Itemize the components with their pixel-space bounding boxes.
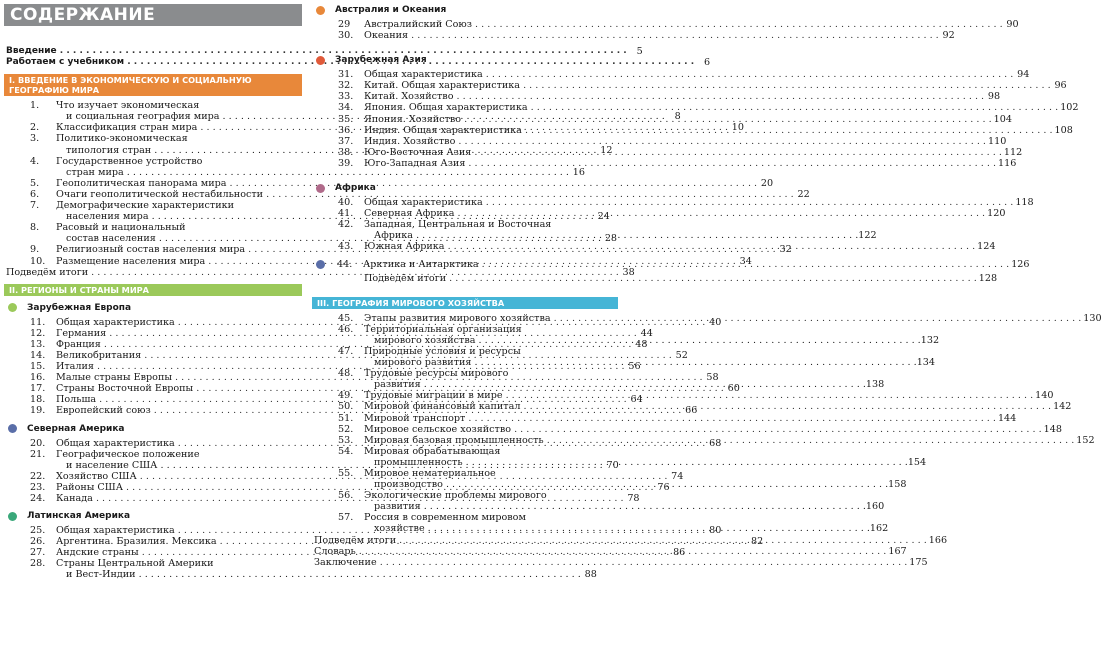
entry-title: Размещение населения мира . . . (56, 256, 736, 267)
entry-page: 167 (888, 545, 907, 557)
toc-entry[interactable] (4, 100, 302, 111)
entry-page: 166 (928, 534, 948, 546)
entry-page: 138 (865, 379, 885, 391)
entry-page: 144 (997, 412, 1017, 424)
entry-title: Китай. Хозяйство . . . (364, 91, 984, 102)
toc-entry[interactable] (4, 46, 643, 57)
entry-title-line1: Трудовые ресурсы мирового (364, 368, 509, 380)
entry-title-line1: Мировое нематериальное (364, 468, 496, 479)
section-2-header: II. РЕГИОНЫ И СТРАНЫ МИРА (4, 284, 302, 296)
entry-title: Индия. Общая характеристика . . . (364, 125, 1053, 136)
entry-page: 10 (731, 122, 745, 134)
entry-number: 24. (30, 493, 46, 504)
entry-page: 38 (622, 266, 635, 278)
entry-number-spacer (4, 111, 56, 122)
entry-number: 7. (30, 200, 40, 212)
entry-title-line1: Западная, Центральная и Восточная (364, 219, 552, 231)
navy-dot-icon (8, 424, 17, 433)
entry-page: 20 (760, 177, 774, 189)
entry-number: 31. (338, 69, 354, 81)
entry-page: 96 (1054, 80, 1067, 92)
entry-title: Япония. Общая характеристика . . . (364, 102, 1058, 113)
region-lamerica-heading (4, 510, 302, 522)
entry-title-line2: стран мира . . . (56, 167, 569, 178)
entry-page: 32 (779, 244, 792, 256)
entry-number: 19. (30, 405, 46, 417)
entry-number-spacer (312, 357, 364, 368)
entry-page: 175 (909, 556, 928, 568)
entry-page: 16 (572, 166, 585, 178)
entry-number: 36. (338, 124, 354, 136)
entry-title-line2: типология стран . . . (56, 145, 596, 156)
entry-title: Мировая базовая промышленность . . . (364, 435, 1074, 446)
entry-number: 33. (338, 91, 354, 103)
toc-entry[interactable] (4, 156, 302, 167)
toc-entry[interactable] (4, 558, 302, 569)
entry-page: 44 (640, 327, 653, 339)
entry-number: 40. (338, 197, 354, 209)
entry-number: 41. (338, 208, 354, 220)
asia-list (312, 69, 1079, 169)
entry-number: 32. (338, 80, 354, 92)
entry-page: 122 (858, 230, 877, 242)
toc-entry[interactable] (312, 144, 1023, 158)
entry-number: 57. (338, 512, 354, 524)
entry-number: 23. (30, 481, 46, 493)
entry-page: 142 (1053, 401, 1072, 413)
entry-page: 86 (673, 547, 686, 559)
section-1-header: I. ВВЕДЕНИЕ В ЭКОНОМИЧЕСКУЮ И СОЦИАЛЬНУЮ ГЕОГРАФИЮ МИРА (4, 74, 302, 96)
entry-title-line2: мирового развития . . . (364, 357, 917, 368)
entry-number: 43. (338, 241, 354, 253)
entry-title: Океания . . . (364, 30, 939, 41)
entry-number: 20. (30, 437, 46, 449)
toc-entry[interactable] (312, 512, 618, 523)
entry-title: Великобритания . . . (56, 350, 672, 361)
entry-title-line2: промышленность . . . (364, 457, 908, 468)
region-asia-heading (312, 54, 618, 66)
toc-entry[interactable] (4, 133, 302, 144)
entry-title: Введение . . . (6, 46, 627, 57)
entry-title: Япония. Хозяйство . . . (364, 114, 992, 125)
entry-title: Франция . . . (56, 339, 631, 350)
entry-page: 8 (674, 111, 681, 123)
entry-title: Европейский союз . . . (56, 405, 681, 416)
entry-number: 5. (30, 177, 40, 189)
entry-number-spacer (312, 479, 364, 490)
entry-number: 6. (30, 188, 40, 200)
entry-page: 158 (888, 479, 907, 491)
entry-page: 124 (977, 241, 996, 253)
entry-number-spacer (4, 460, 56, 471)
entry-number: 16. (30, 372, 46, 384)
entry-title-line2: и население США . . . (56, 460, 603, 471)
entry-title: Мировое сельское хозяйство . . . (364, 424, 1042, 435)
entry-number: 18. (30, 394, 46, 406)
toc-entry[interactable] (312, 208, 1006, 220)
toc-entry[interactable] (312, 102, 1079, 114)
entry-page: 68 (709, 437, 722, 449)
entry-title: Италия . . . (56, 361, 625, 372)
entry-title: Районы США . . . (56, 482, 654, 493)
entry-page: 34 (739, 255, 752, 267)
entry-number: 12. (30, 327, 46, 339)
entry-number-spacer (4, 569, 56, 580)
entry-page: 132 (920, 334, 940, 346)
toc-entry[interactable] (312, 113, 1012, 125)
region-name: Австралия и Океания (335, 5, 447, 15)
entry-page: 160 (865, 501, 885, 513)
entry-page: 118 (1015, 197, 1034, 209)
entry-number: 14. (30, 349, 46, 361)
entry-title-line2: и Вест-Индии . . . (56, 569, 581, 580)
blue-dot-icon (316, 260, 325, 269)
entry-title: Канада . . . (56, 493, 624, 504)
toc-entry[interactable] (4, 200, 302, 211)
entry-title-line1: Экологические проблемы мирового (364, 490, 547, 502)
toc-entry[interactable] (312, 157, 1017, 169)
entry-page: 94 (1017, 69, 1030, 81)
entry-title: Германия . . . (56, 328, 637, 339)
entry-page: 52 (675, 349, 688, 361)
entry-title-line2: мирового хозяйства . . . (364, 335, 921, 346)
entry-number: 55. (338, 468, 354, 479)
entry-title: Общая характеристика . . . (364, 69, 1013, 80)
toc-entry[interactable] (312, 30, 955, 42)
toc-entry[interactable] (312, 368, 618, 379)
entry-title: Общая характеристика . . . (56, 525, 705, 536)
entry-page: 76 (657, 481, 670, 493)
entry-page: 40 (709, 316, 722, 328)
toc-entry[interactable] (312, 324, 618, 335)
entry-title: Юго-Западная Азия . . . (364, 158, 996, 169)
entry-title: Австралийский Союз . . . (364, 19, 1003, 30)
entry-number: 29 (338, 19, 351, 30)
toc-entry[interactable] (312, 556, 928, 568)
entry-title: Трудовые миграции в мире . . . (364, 390, 1033, 401)
entry-number: 10. (30, 255, 46, 267)
entry-title-line1: Политико-экономическая (56, 133, 188, 145)
entry-title-line2: хозяйстве . . . (364, 523, 870, 534)
entry-page: 5 (636, 46, 643, 57)
entry-page: 80 (709, 525, 722, 537)
toc-entry-continuation[interactable] (312, 501, 885, 513)
entry-number: 50. (338, 401, 354, 413)
entry-title: Религиозный состав населения мира . . . (56, 244, 776, 255)
section-3-header: III. ГЕОГРАФИЯ МИРОВОГО ХОЗЯЙСТВА (312, 297, 618, 309)
entry-number: 3. (30, 133, 40, 145)
entry-title: Андские страны . . . (56, 547, 669, 558)
entry-page: 78 (627, 493, 640, 504)
entry-title: Малые страны Европы . . . (56, 372, 703, 383)
entry-number: 48. (338, 368, 354, 380)
entry-number: 39. (338, 157, 354, 169)
entry-number: 1. (30, 100, 40, 112)
entry-number: 13. (30, 338, 46, 350)
entry-page: 66 (685, 405, 698, 417)
green-dot-icon (8, 303, 17, 312)
entry-title: Этапы развития мирового хозяйства . . . (364, 313, 1081, 324)
entry-page: 134 (916, 357, 936, 369)
entry-title-line1: Россия в современном мировом (364, 512, 526, 524)
entry-number: 52. (338, 423, 354, 435)
entry-number: 15. (30, 361, 46, 373)
region-name: Латинская Америка (27, 511, 131, 522)
entry-page: 22 (797, 188, 810, 200)
entry-title: Общая характеристика . . . (364, 197, 1013, 208)
entry-number-spacer (4, 233, 56, 244)
entry-page: 98 (987, 91, 1001, 103)
entry-page: 70 (606, 459, 619, 471)
entry-number: 17. (30, 383, 46, 395)
entry-number: 35. (338, 113, 354, 125)
entry-page: 6 (704, 57, 711, 69)
toc-entry-continuation[interactable] (4, 569, 597, 581)
entry-title-line1: Расовый и национальный (56, 222, 186, 234)
toc-entry[interactable] (312, 219, 618, 230)
toc-entry[interactable] (312, 19, 1019, 30)
entry-title: Мировой транспорт . . . (364, 413, 996, 424)
entry-title: Подведём итоги . . . (6, 267, 619, 278)
entry-page: 74 (671, 470, 684, 482)
entry-page: 154 (907, 456, 927, 468)
entry-number: 45. (338, 312, 354, 324)
region-oceania-heading (312, 4, 618, 16)
entry-title-line2: производство . . . (364, 479, 888, 490)
entry-title: Юго-Восточная Азия . . . (364, 147, 1002, 158)
entry-page: 88 (584, 569, 597, 581)
toc-entry[interactable] (325, 259, 1030, 270)
entry-page: 116 (998, 157, 1017, 169)
purple-dot-icon (316, 184, 325, 193)
entry-title-line2: развития . . . (364, 501, 866, 512)
entry-number: 53. (338, 434, 354, 446)
toc-entry[interactable] (4, 449, 302, 460)
entry-number: 38. (338, 146, 354, 158)
entry-page: 58 (706, 372, 719, 384)
entry-page: 130 (1083, 312, 1102, 324)
region-europe-heading (4, 302, 302, 314)
entry-page: 24 (597, 211, 610, 223)
toc-entry[interactable] (312, 490, 618, 501)
entry-title: Хозяйство США . . . (56, 471, 667, 482)
entry-number: 26. (30, 536, 46, 548)
entry-title: Работаем с учебником . . . (6, 57, 694, 68)
region-africa-heading (312, 182, 618, 194)
toc-entry-continuation[interactable] (4, 166, 585, 178)
entry-title: Страны Восточной Европы . . . (56, 383, 724, 394)
toc-entry[interactable] (312, 468, 618, 479)
entry-title: Северная Африка . . . (364, 208, 985, 219)
entry-title-line2: развития . . . (364, 379, 866, 390)
entry-number: 2. (30, 122, 40, 134)
entry-title: Подведём итоги . . . (314, 535, 927, 546)
toc-entry[interactable] (312, 346, 618, 357)
entry-title-line1: Что изучает экономическая (56, 100, 200, 112)
entry-number: 47. (338, 345, 354, 357)
entry-number: 25. (30, 525, 46, 537)
entry-number: 46. (338, 323, 354, 335)
entry-page: 56 (628, 361, 641, 373)
entry-page: 102 (1060, 102, 1079, 114)
entry-title: Общая характеристика . . . (56, 438, 705, 449)
entry-page: 108 (1054, 124, 1073, 136)
entry-number: 8. (30, 222, 40, 234)
region-namerica-heading (4, 423, 302, 435)
entry-page: 82 (751, 536, 764, 548)
entry-title: Аргентина. Бразилия. Мексика . . . (56, 536, 747, 547)
entry-page: 140 (1035, 390, 1054, 402)
entry-title: Геополитическая панорама мира . . . (56, 178, 757, 189)
region-name: Северная Америка (27, 423, 125, 434)
entry-page: 104 (993, 113, 1012, 125)
oceania-list (312, 19, 1019, 42)
entry-number: 44. (337, 258, 353, 270)
entry-page: 90 (1006, 19, 1019, 30)
entry-title-line1: Территориальная организация (364, 323, 522, 335)
entry-number: 9. (30, 244, 40, 256)
toc-entry[interactable] (4, 266, 635, 278)
toc-entry[interactable] (312, 197, 1034, 209)
entry-number: 56. (338, 490, 354, 502)
toc-entry[interactable] (312, 124, 1073, 136)
orange-dot-icon (316, 6, 325, 15)
entry-title: Очаги геополитической нестабильности . . . (56, 189, 794, 200)
toc-entry[interactable] (312, 91, 1001, 103)
entry-number-spacer (312, 335, 364, 346)
teal-dot-icon (8, 512, 17, 521)
entry-page: 162 (869, 523, 889, 535)
entry-page: 28 (604, 233, 618, 245)
entry-number-spacer (4, 211, 56, 222)
toc-entry[interactable] (312, 412, 1017, 424)
entry-title-line2: населения мира . . . (56, 211, 594, 222)
page-title: СОДЕРЖАНИЕ (4, 4, 302, 26)
entry-number-spacer (312, 457, 364, 468)
entry-page: 112 (1003, 146, 1023, 158)
entry-title-line2: состав населения . . . (56, 233, 601, 244)
entry-page: 126 (1011, 258, 1030, 270)
entry-number-spacer (4, 145, 56, 156)
toc-entry[interactable] (312, 69, 1030, 81)
entry-page: 152 (1076, 434, 1095, 446)
entry-title: Словарь . . . (314, 546, 886, 557)
entry-number-spacer (312, 501, 364, 512)
toc-entry-continuation[interactable] (312, 456, 927, 468)
entry-number: 37. (338, 135, 354, 147)
entry-number: 28. (30, 558, 46, 570)
toc-entry[interactable] (312, 80, 1067, 92)
entry-number: 30. (338, 30, 354, 42)
toc-entry[interactable] (312, 135, 1007, 147)
entry-number: 51. (338, 412, 354, 424)
entry-title-line1: Мировая обрабатывающая (364, 445, 501, 457)
entry-page: 128 (978, 272, 998, 284)
entry-number: 42. (338, 219, 354, 231)
entry-title: Подведём итоги . . . (364, 273, 977, 284)
entry-number: 54. (338, 445, 354, 457)
entry-page: 92 (942, 30, 955, 42)
entry-title: Южная Африка . . . (364, 241, 975, 252)
entry-number-spacer (312, 523, 364, 534)
entry-number: 27. (30, 547, 46, 559)
entry-page: 120 (987, 208, 1006, 220)
entry-number-spacer (312, 230, 364, 241)
region-name: Зарубежная Азия (335, 55, 427, 66)
toc-entry[interactable] (4, 222, 302, 233)
entry-page: 48 (635, 338, 648, 350)
entry-number: 4. (30, 155, 40, 167)
entry-title: Китай. Общая характеристика . . . (364, 80, 1051, 91)
entry-number: 21. (30, 448, 46, 460)
entry-title-line1: Страны Центральной Америки (56, 558, 214, 570)
entry-title: Польша . . . (56, 394, 627, 405)
entry-title: Индия. Хозяйство . . . (364, 136, 986, 147)
entry-number-spacer (312, 379, 364, 390)
entry-number: 34. (338, 102, 354, 114)
toc-entry[interactable] (312, 446, 618, 457)
entry-title-line1: Природные условия и ресурсы (364, 345, 521, 357)
entry-title: Заключение . . . (314, 557, 907, 568)
entry-title-line1: Государственное устройство (56, 155, 203, 167)
entry-title: Арктика и Антарктика . . . (363, 259, 1009, 270)
region-name: Африка (335, 183, 376, 194)
entry-title: Классификация стран мира . . . (56, 122, 728, 133)
entry-title-line1: Демографические характеристики (56, 200, 234, 212)
entry-page: 12 (600, 144, 613, 156)
entry-page: 60 (727, 383, 740, 395)
entry-page: 64 (630, 394, 643, 406)
entry-title-line1: Географическое положение (56, 448, 200, 460)
entry-page: 148 (1043, 423, 1062, 435)
toc-entry[interactable] (312, 423, 1062, 435)
toc-entry-continuation[interactable] (312, 230, 877, 242)
red-dot-icon (316, 56, 325, 65)
entry-number-spacer (4, 167, 56, 178)
entry-page: 110 (988, 135, 1007, 147)
entry-title-line2: и социальная география мира . . . (56, 111, 665, 122)
entry-title: Мировой финансовый капитал . . . (364, 401, 1051, 412)
entry-number: 22. (30, 470, 46, 482)
region-name: Зарубежная Европа (27, 302, 132, 313)
entry-number: 49. (338, 390, 354, 402)
entry-title: Общая характеристика . . . (56, 317, 705, 328)
entry-title-line2: Африка . . . (364, 230, 858, 241)
entry-number: 11. (30, 316, 46, 328)
